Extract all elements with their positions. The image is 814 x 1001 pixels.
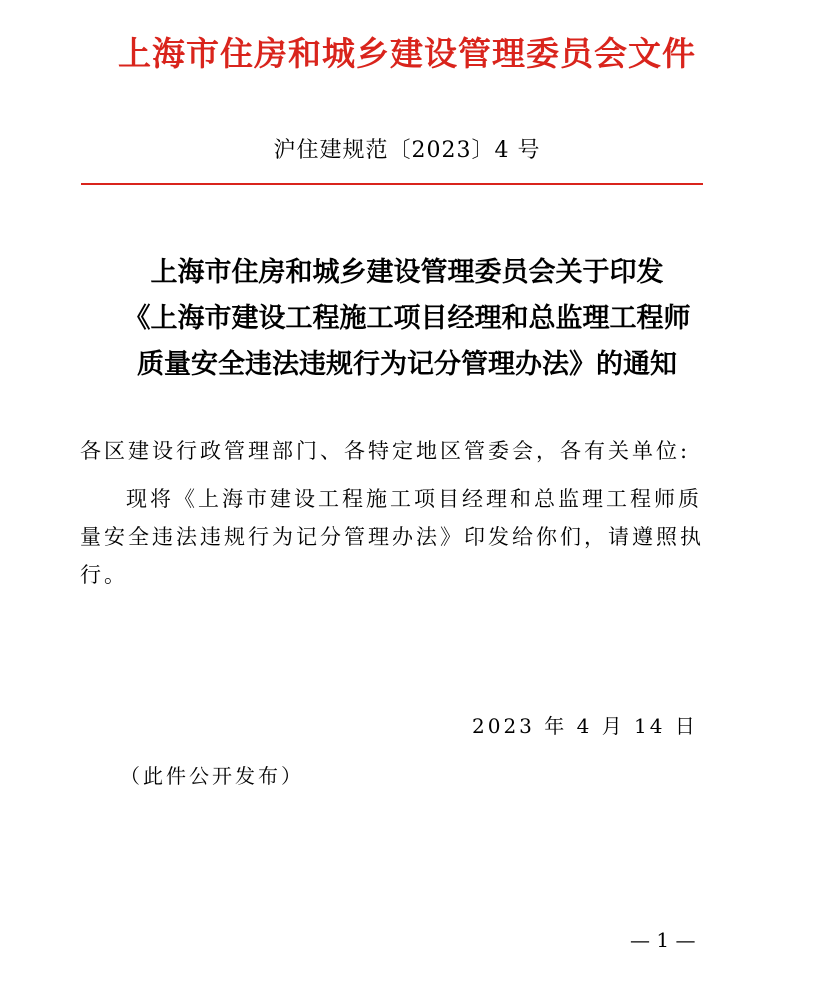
salutation: 各区建设行政管理部门、各特定地区管委会，各有关单位: [80,439,691,463]
body-line: 量安全违法违规行为记分管理办法》印发给你们，请遵照执 [80,525,704,549]
title-line: 质量安全违法违规行为记分管理办法》的通知 [137,349,677,380]
body-paragraph [80,480,740,594]
title-line: 上海市住房和城乡建设管理委员会关于印发 [150,257,664,288]
body-line: 现将《上海市建设工程施工项目经理和总监理工程师质 [126,487,702,511]
page-number: — 1 — [630,928,696,952]
document-header: 上海市住房和城乡建设管理委员会文件 [118,34,696,73]
document-number: 沪住建规范〔2023〕4 号 [273,138,541,163]
header-divider [81,183,703,185]
publication-note: （此件公开发布） [120,764,304,788]
issue-date: 2023 年 4 月 14 日 [472,714,698,738]
body-line: 行。 [80,563,128,587]
title-line: 《上海市建设工程施工项目经理和总监理工程师 [123,303,691,334]
document-title [60,250,754,388]
